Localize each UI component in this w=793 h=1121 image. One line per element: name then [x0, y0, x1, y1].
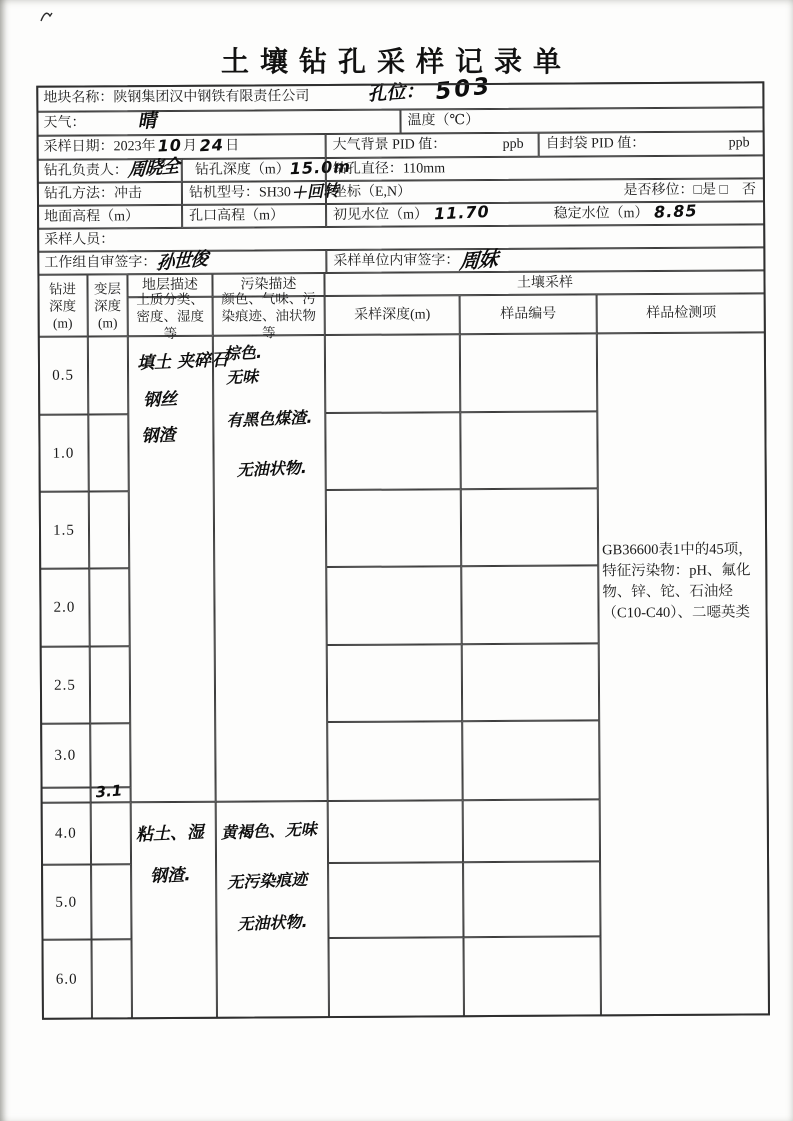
hw-pollution1-line4: 无油状物.	[236, 457, 308, 480]
sample-date-cell	[37, 134, 326, 160]
sample-id-cell	[460, 411, 597, 489]
strata-description-cell-upper	[128, 336, 229, 803]
hw-pollution1-line3: 有黑色煤渣.	[225, 407, 313, 431]
unit-review-label: 采样单位内审签字：	[333, 252, 460, 269]
signature-self-review: 孙世俊	[155, 247, 209, 274]
sample-depth-cell	[326, 566, 461, 645]
depth-value: 3.0	[54, 747, 77, 764]
sample-id-cell	[462, 720, 599, 800]
hw-pollution1-line2: 无味	[225, 366, 259, 388]
depth-cell-0	[38, 336, 88, 414]
layer-depth-cell	[89, 568, 129, 646]
signature-drill-lead: 周晓全	[127, 155, 180, 182]
depth-value: 4.0	[54, 825, 77, 842]
depth-cell-8	[41, 864, 91, 939]
depth-cell-2	[39, 491, 89, 568]
hw-strata2-line1: 粘土、湿	[135, 822, 205, 846]
rig-model-label: 钻机型号：SH30	[188, 184, 291, 201]
unit-review-cell	[326, 247, 765, 273]
rig-model-cell	[182, 180, 340, 205]
col-header-sample-depth	[325, 295, 460, 335]
water-stable-label: 稳定水位（m）	[553, 205, 649, 222]
sample-test-items-cell	[597, 332, 770, 1016]
hw-strata1-line3: 钢渣	[141, 425, 176, 447]
col-header-sample-test-text: 样品检测项	[646, 305, 717, 321]
sample-depth-cell	[327, 644, 462, 722]
depth-cell-7	[41, 802, 91, 864]
signature-unit-review: 周妹	[458, 245, 499, 274]
pid-bag-unit: ppb	[728, 135, 750, 151]
col-header-sample-id	[460, 294, 597, 334]
sample-id-cell	[460, 333, 597, 412]
depth-cell-6	[41, 787, 91, 802]
temperature-label: 温度（℃）	[407, 113, 480, 129]
sample-depth-cell	[325, 334, 460, 413]
col-header-sample-depth-text: 采样深度(m)	[354, 306, 431, 323]
drill-lead-label: 钻孔负责人：	[43, 162, 128, 179]
col-header-sample-id-text: 样品编号	[500, 306, 557, 322]
coordinates-cell	[326, 178, 765, 204]
hw-weather-value: 晴	[136, 109, 158, 133]
strata-description-cell-lower	[131, 802, 217, 1020]
sample-id-cell	[463, 861, 600, 937]
hw-pollution2-line3: 无油状物.	[237, 911, 308, 934]
sample-date-day-suffix: 日	[225, 138, 240, 154]
sample-id-cell	[463, 799, 600, 862]
hw-layer-change-depth: 3.1	[94, 781, 123, 802]
col-header-strata-text: 地层描述	[141, 277, 199, 293]
water-first-label: 初见水位（m）	[333, 206, 429, 223]
sample-id-cell	[461, 565, 598, 644]
hw-water-stable-value: 8.85	[654, 200, 699, 222]
depth-value: 2.0	[53, 599, 76, 616]
ground-elevation-label: 地面高程（m）	[44, 208, 140, 225]
col-header-strata-sub	[128, 291, 213, 342]
coordinates-label: 坐标（E,N）	[332, 184, 412, 200]
hw-sample-month: 10	[157, 134, 183, 155]
drill-depth-cell	[182, 156, 352, 182]
sample-id-cell	[461, 488, 598, 566]
pid-bag-cell	[539, 131, 765, 156]
page-title: 土壤钻孔采样记录单	[220, 47, 572, 78]
hw-drill-depth-value: 15.0m	[289, 156, 352, 178]
temperature-cell	[400, 107, 764, 133]
depth-value: 1.0	[52, 445, 75, 462]
col-header-pollution-sub	[213, 291, 325, 341]
hw-sample-day: 24	[199, 134, 225, 155]
depth-value: 0.5	[52, 367, 74, 384]
col-header-layer-depth	[87, 274, 127, 336]
depth-cell-1	[38, 414, 88, 491]
depth-value: 2.5	[54, 677, 76, 694]
detection-items-text: GB36600表1中的45项，特征污染物：pH、氟化物、锌、铊、石油烃（C10-C40）、二噁英类	[602, 541, 753, 622]
pid-background-unit: ppb	[502, 136, 524, 152]
layer-depth-cell	[91, 864, 131, 939]
layer-depth-cell	[91, 802, 131, 864]
sample-depth-cell	[328, 862, 463, 938]
drill-method-cell	[37, 182, 182, 206]
hw-hole-number: 503	[434, 73, 494, 106]
hw-rig-model-addition: ＋回转	[290, 180, 340, 202]
sample-depth-cell	[329, 937, 464, 1018]
site-name-label: 地块名称：陕钢集团汉中钢铁有限责任公司	[43, 89, 310, 106]
col-header-drill-depth-text: 钻进深度(m)	[48, 281, 77, 331]
sample-date-prefix: 采样日期：2023年	[43, 139, 156, 155]
layer-depth-cell	[90, 723, 130, 787]
drill-diameter-label: 钻孔直径：110mm	[332, 160, 446, 177]
depth-cell-4	[40, 646, 90, 723]
col-header-pollution-text: 污染描述	[240, 276, 297, 293]
pid-background-cell	[326, 133, 539, 158]
col-header-layer-depth-text: 变层深度(m)	[93, 280, 122, 330]
sample-date-month-suffix: 月	[182, 138, 197, 154]
sample-id-cell	[463, 936, 600, 1017]
sample-depth-cell	[325, 412, 460, 490]
pen-mark-icon	[38, 8, 56, 26]
pollution-description-cell-lower	[216, 801, 329, 1019]
ground-elevation-cell	[37, 205, 182, 229]
weather-label: 天气：	[43, 115, 86, 131]
drill-diameter-cell	[326, 155, 765, 181]
samplers-label: 采样人员：	[44, 231, 115, 248]
hw-pollution2-line1: 黄褐色、无味	[220, 819, 318, 843]
drill-lead-cell	[37, 155, 182, 183]
hw-pollution2-line2: 无污染痕迹	[226, 869, 308, 893]
drill-method-label: 钻孔方法：冲击	[43, 185, 142, 202]
sample-depth-cell	[326, 489, 461, 567]
hw-strata1-line1: 填土 夹碎石	[136, 350, 229, 374]
pollution-description-cell-upper	[213, 335, 328, 802]
hw-strata2-line2: 钢渣.	[149, 865, 191, 887]
sample-id-cell	[462, 643, 599, 721]
col-header-soil-sampling-text: 土壤采样	[516, 275, 574, 291]
sample-depth-cell	[328, 800, 463, 863]
self-review-label: 工作组自审签字：	[44, 254, 157, 271]
col-header-drill-depth	[37, 274, 87, 336]
col-header-strata-sub-text: 土质分类、密度、湿度等	[136, 291, 204, 342]
pid-background-label: 大气背景 PID 值：	[332, 137, 447, 153]
hw-strata1-line2: 钢丝	[142, 389, 178, 411]
layer-depth-cell	[92, 939, 132, 1019]
hw-pollution1-line1: 棕色.	[223, 342, 263, 364]
depth-cell-3	[39, 568, 89, 646]
col-header-pollution-sub-text: 颜色、气味、污染痕迹、油状物等	[221, 291, 316, 341]
self-review-cell	[37, 247, 326, 275]
drill-depth-label-text: 钻孔深度（m）	[194, 161, 290, 178]
weather-cell	[36, 110, 400, 136]
hole-elevation-label: 孔口高程（m）	[189, 207, 285, 224]
depth-cell-9	[42, 939, 92, 1019]
layer-depth-cell	[88, 414, 128, 491]
pid-bag-label: 自封袋 PID 值：	[545, 136, 646, 152]
hw-water-first-value: 11.70	[433, 201, 490, 223]
depth-value: 6.0	[55, 971, 78, 988]
relocated-checkboxes: 是否移位：□是 □ 否	[623, 181, 756, 198]
layer-depth-change-cell	[91, 781, 131, 802]
layer-depth-cell	[90, 646, 130, 723]
hole-elevation-cell	[182, 204, 326, 228]
sample-depth-cell	[327, 721, 462, 801]
depth-value: 1.5	[53, 522, 75, 539]
col-header-soil-sampling	[324, 270, 765, 296]
depth-cell-5	[40, 723, 90, 787]
depth-value: 5.0	[55, 894, 78, 911]
layer-depth-cell	[89, 491, 129, 568]
hw-hole-label: 孔位：	[366, 79, 425, 106]
layer-depth-cell	[88, 336, 128, 414]
water-level-cell	[326, 201, 765, 227]
record-form-table	[36, 73, 772, 1021]
col-header-sample-test	[597, 293, 766, 333]
